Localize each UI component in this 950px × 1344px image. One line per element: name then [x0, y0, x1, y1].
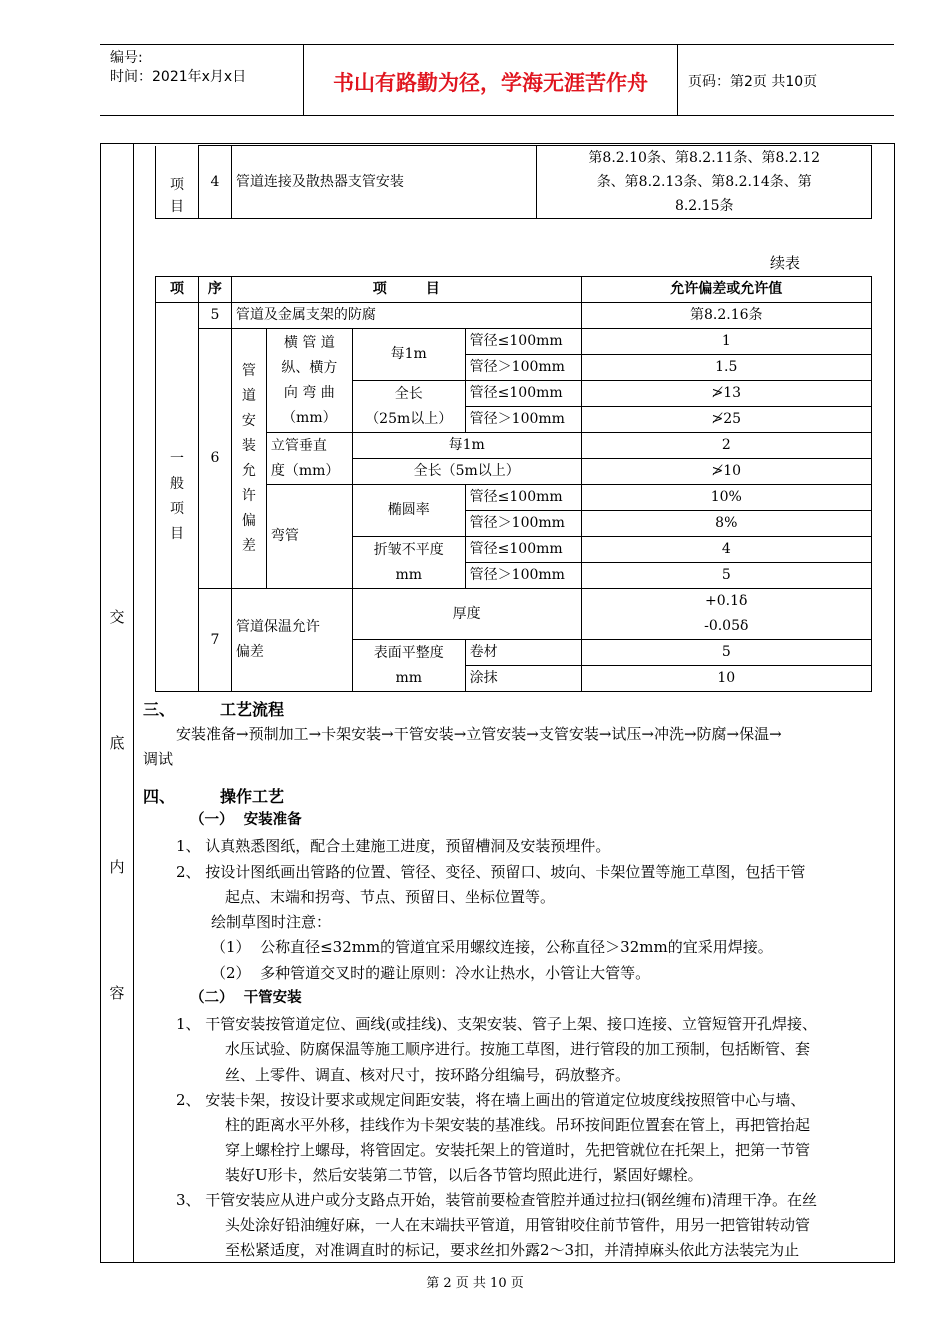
- vertical-pipe-label: 立管垂直 度（mm）: [266, 433, 352, 485]
- dia-cell: 管径＞100mm: [465, 511, 581, 537]
- paragraph: 2、 按设计图纸画出管路的位置、管径、变径、预留口、坡向、卡架位置等施工草图，包括干管: [176, 863, 806, 881]
- paragraph: 至松紧适度，对准调直时的标记，要求丝扣外露2～3扣，并清掉麻头依此方法装完为止: [225, 1241, 800, 1259]
- seq-cell: 7: [198, 589, 231, 692]
- note-item: （2） 多种管道交叉时的避让原则：冷水让热水，小管让大管等。: [211, 964, 651, 982]
- wrinkle-cell: 折皱不平度 mm: [352, 537, 465, 589]
- header-page-number: 页码：第2页 共10页: [688, 74, 818, 90]
- value-cell: ≯13: [581, 381, 871, 407]
- dia-cell: 管径≤100mm: [465, 537, 581, 563]
- bend-label: 弯管: [266, 485, 352, 589]
- header-group: 项: [156, 277, 199, 303]
- paragraph: 头处涂好铅油缠好麻，一人在末端扶平管道，用管钳咬住前节管件，用另一把管钳转动管: [225, 1216, 811, 1234]
- dia-cell: 管径＞100mm: [465, 407, 581, 433]
- value-cell: +0.1δ -0.05δ: [581, 589, 871, 640]
- value-cell: 4: [581, 537, 871, 563]
- header-value: 允许偏差或允许值: [581, 277, 871, 303]
- side-label-char: 内: [109, 858, 125, 876]
- paragraph: 3、 干管安装应从进户或分支路点开始，装管前要检查管腔并通过拉扫(钢丝缠布)清理干净。在丝: [176, 1191, 818, 1209]
- note-item: （1） 公称直径≤32mm的管道宜采用螺纹连接，公称直径＞32mm的宜采用焊接。: [211, 938, 773, 956]
- dia-cell: 管径≤100mm: [465, 381, 581, 407]
- dia-cell: 管径≤100mm: [465, 329, 581, 355]
- dia-cell: 管径＞100mm: [465, 355, 581, 381]
- paragraph: 起点、末端和拐弯、节点、预留日、坐标位置等。: [225, 888, 556, 906]
- item-cell: 管道保温允许 偏差: [231, 589, 352, 692]
- ellipse-cell: 椭圆率: [352, 485, 465, 537]
- continued-label: 续表: [770, 254, 801, 272]
- paragraph: 2、 安装卡架，按设计要求或规定间距安装，将在墙上画出的管道定位坡度线按照管中心与墙、: [176, 1091, 806, 1109]
- header-time: 时间：2021年x月x日: [110, 69, 247, 85]
- section-3-number: 三、: [143, 700, 176, 719]
- group-cell: 一 般 项 目: [156, 303, 199, 692]
- coat-cell: 涂抹: [465, 666, 581, 692]
- per-1m-cell: 每1m: [352, 329, 465, 381]
- header-seq: 序: [198, 277, 231, 303]
- value-cell: 2: [581, 433, 871, 459]
- per-1m-cell: 每1m: [352, 433, 581, 459]
- paragraph: 柱的距离水平外移，挂线作为卡架安装的基准线。吊环按间距位置套在管上，再把管抬起: [225, 1116, 811, 1134]
- value-cell: 10: [581, 666, 871, 692]
- full-length-cell: 全长 （25m以上）: [352, 381, 465, 433]
- seq-cell: 5: [198, 303, 231, 329]
- flatness-cell: 表面平整度 mm: [352, 640, 465, 692]
- header-divider: [677, 45, 678, 115]
- header-number: 编号:: [110, 50, 143, 66]
- paragraph: 1、 干管安装按管道定位、画线(或挂线)、支架安装、管子上架、接口连接、立管短管开孔焊接、: [176, 1015, 818, 1033]
- value-cell: ≯25: [581, 407, 871, 433]
- item-cell: 管道连接及散热器支管安装: [231, 146, 537, 219]
- paragraph: 丝、上零件、调直、核对尺寸，按环路分组编号，码放整齐。: [225, 1066, 631, 1084]
- thickness-cell: 厚度: [352, 589, 581, 640]
- section-4-number: 四、: [143, 787, 176, 806]
- paragraph: 水压试验、防腐保温等施工顺序进行。按施工草图，进行管段的加工预制，包括断管、套: [225, 1040, 811, 1058]
- side-label-char: 交: [109, 608, 125, 626]
- seq-cell: 6: [198, 329, 231, 589]
- header-meta: [110, 49, 246, 87]
- paragraph: 装好U形卡，然后安装第二节管，以后各节管均照此进行，紧固好螺栓。: [225, 1166, 703, 1184]
- category-cell: 管 道 安 装 允 许 偏 差: [231, 329, 266, 589]
- value-cell: 第8.2.16条: [581, 303, 871, 329]
- seq-cell: 4: [198, 146, 231, 219]
- side-label-char: 底: [109, 734, 125, 752]
- dia-cell: 管径＞100mm: [465, 563, 581, 589]
- paragraph: 穿上螺栓拧上螺母，将管固定。安装托架上的管道时，先把管就位在托架上，把第一节管: [225, 1141, 811, 1159]
- page-footer: 第 2 页 共 10 页: [426, 1276, 524, 1291]
- tolerance-table: [155, 276, 872, 692]
- table-continued-top: [155, 145, 872, 219]
- side-label-char: 容: [109, 984, 125, 1002]
- value-cell: 第8.2.10条、第8.2.11条、第8.2.12 条、第8.2.13条、第8.2.14条、第 8.2.15条: [537, 146, 872, 219]
- dia-cell: 管径≤100mm: [465, 485, 581, 511]
- header-motto: 书山有路勤为径，学海无涯苦作舟: [333, 71, 648, 95]
- item-cell: 管道及金属支架的防腐: [231, 303, 581, 329]
- frame-divider: [133, 143, 134, 1263]
- value-cell: ≯10: [581, 459, 871, 485]
- roll-cell: 卷材: [465, 640, 581, 666]
- subsection-1-title: （一） 安装准备: [190, 812, 302, 828]
- header-item: 项 目: [231, 277, 581, 303]
- page-header: [100, 44, 894, 116]
- process-flow: 安装准备→预制加工→卡架安装→干管安装→立管安装→支管安装→试压→冲洗→防腐→保温→: [176, 725, 782, 743]
- horizontal-pipe-label: 横 管 道 纵、横方 向 弯 曲 （mm）: [266, 329, 352, 433]
- value-cell: 5: [581, 640, 871, 666]
- section-3-title: 工艺流程: [220, 700, 285, 719]
- value-cell: 5: [581, 563, 871, 589]
- paragraph: 1、 认真熟悉图纸，配合土建施工进度，预留槽洞及安装预埋件。: [176, 837, 611, 855]
- process-flow-cont: 调试: [143, 750, 174, 768]
- value-cell: 1: [581, 329, 871, 355]
- subsection-2-title: （二） 干管安装: [190, 990, 302, 1006]
- full-length-cell: 全长（5m以上）: [352, 459, 581, 485]
- value-cell: 1.5: [581, 355, 871, 381]
- value-cell: 8%: [581, 511, 871, 537]
- group-cell: 项 目: [156, 146, 199, 219]
- value-cell: 10%: [581, 485, 871, 511]
- section-4-title: 操作工艺: [220, 787, 285, 806]
- note-label: 绘制草图时注意：: [211, 913, 332, 931]
